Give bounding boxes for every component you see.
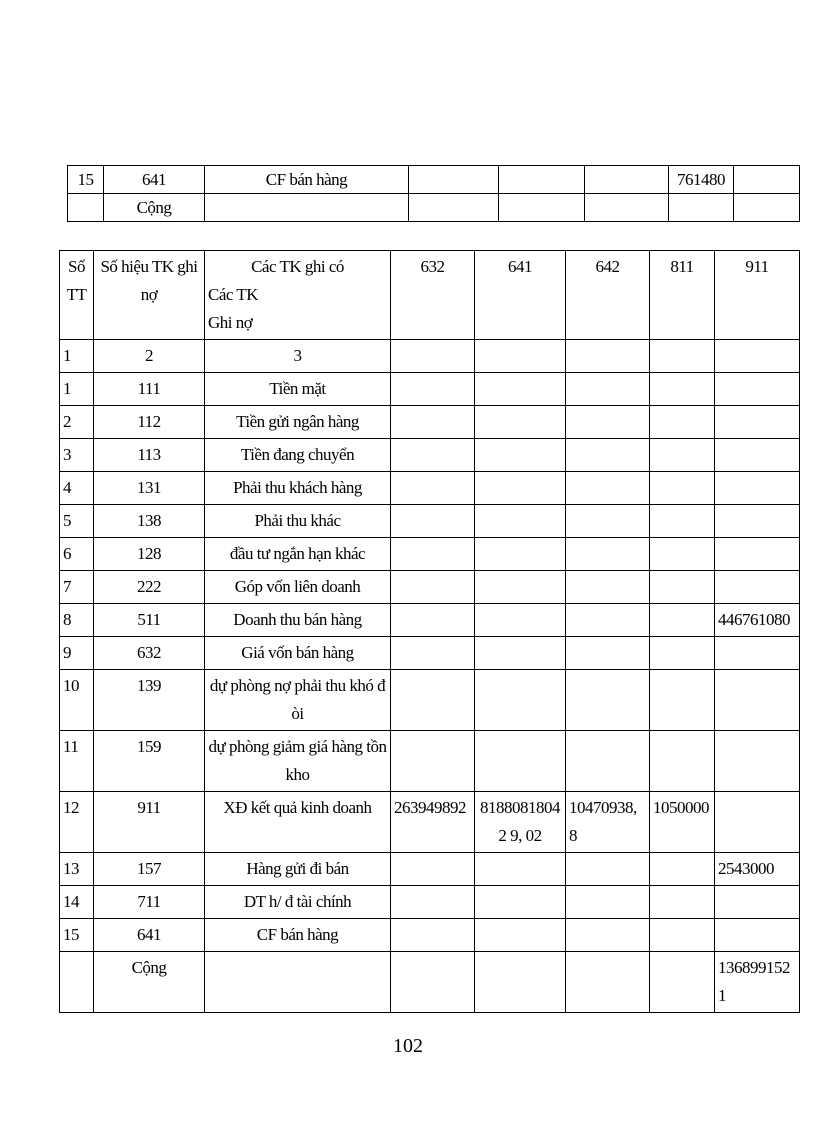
table-cell: [715, 731, 800, 792]
table-row: [68, 194, 800, 222]
table-cell: 157: [94, 853, 205, 886]
table-cell: DT h/ đ tài chính: [205, 886, 391, 919]
table-cell: đầu tư ngắn hạn khác: [205, 538, 391, 571]
table-cell: [475, 406, 566, 439]
table-cell: [650, 406, 715, 439]
table-cell: [475, 472, 566, 505]
table-cell: [391, 886, 475, 919]
table-row: [60, 373, 800, 406]
table-cell: [391, 952, 475, 1013]
table-row: [68, 166, 800, 194]
table-cell: [475, 886, 566, 919]
previous-table-fragment: [67, 165, 800, 222]
table-cell: [566, 340, 650, 373]
table-cell: [715, 792, 800, 853]
table-cell: 15: [60, 919, 94, 952]
table-row: [60, 731, 800, 792]
table-row: [60, 952, 800, 1013]
table-cell: [715, 571, 800, 604]
table-cell: 139: [94, 670, 205, 731]
header-641: 641: [475, 251, 566, 340]
table-cell: [391, 373, 475, 406]
table-cell: [650, 670, 715, 731]
table-cell: [715, 340, 800, 373]
table-cell: 131: [94, 472, 205, 505]
table-cell: [391, 731, 475, 792]
ledger-table: [59, 250, 800, 1013]
table-row: [60, 505, 800, 538]
header-cac-tk-ghi-co: Các TK ghi có: [251, 257, 344, 276]
table-cell: [650, 472, 715, 505]
table-cell: [715, 886, 800, 919]
table-cell: [409, 166, 499, 194]
table-cell: [566, 373, 650, 406]
table-cell: [566, 538, 650, 571]
table-cell: [566, 604, 650, 637]
table-cell: 12: [60, 792, 94, 853]
table-cell: 81880818042 9, 02: [475, 792, 566, 853]
table-cell: 1050000: [650, 792, 715, 853]
table-cell: Hàng gửi đi bán: [205, 853, 391, 886]
table-cell: 4: [60, 472, 94, 505]
table-cell: 112: [94, 406, 205, 439]
table-cell: [391, 505, 475, 538]
table-cell: [650, 886, 715, 919]
table-cell: [715, 670, 800, 731]
table-cell: 7: [60, 571, 94, 604]
table-cell: [391, 538, 475, 571]
table-header-row: [60, 251, 800, 340]
table-cell: [499, 166, 585, 194]
table-row: [60, 472, 800, 505]
table-row: [60, 571, 800, 604]
table-cell: [391, 340, 475, 373]
table-cell: [68, 194, 104, 222]
table-cell: 113: [94, 439, 205, 472]
table-cell: [715, 373, 800, 406]
table-cell: [650, 373, 715, 406]
table-cell: [650, 919, 715, 952]
table-cell: [475, 731, 566, 792]
table-cell: [650, 731, 715, 792]
table-cell: 128: [94, 538, 205, 571]
table-cell: CF bán hàng: [205, 919, 391, 952]
header-so-tt: Số TT: [60, 251, 94, 340]
table-cell: 711: [94, 886, 205, 919]
table-cell: 9: [60, 637, 94, 670]
table-cell: [391, 604, 475, 637]
table-cell: CF bán hàng: [205, 166, 409, 194]
table-cell: dự phòng nợ phải thu khó đòi: [205, 670, 391, 731]
table-cell: [715, 406, 800, 439]
table-cell: [669, 194, 734, 222]
table-cell: 13: [60, 853, 94, 886]
header-ghi-no: Ghi nợ: [208, 313, 253, 332]
table-row: [60, 637, 800, 670]
table-cell: [391, 472, 475, 505]
table-cell: 8: [60, 604, 94, 637]
table-cell: [650, 637, 715, 670]
table-cell: 1368991521: [715, 952, 800, 1013]
table-row: [60, 439, 800, 472]
table-cell: [475, 571, 566, 604]
table-cell: Doanh thu bán hàng: [205, 604, 391, 637]
table-cell: [391, 571, 475, 604]
table-cell: [715, 472, 800, 505]
table-row: [60, 406, 800, 439]
table-cell: 111: [94, 373, 205, 406]
table-cell: [734, 166, 800, 194]
table-cell: 10470938, 8: [566, 792, 650, 853]
table-cell: [475, 538, 566, 571]
table-cell: [566, 886, 650, 919]
header-cac-tk: Các TK: [208, 285, 259, 304]
table-cell: [650, 853, 715, 886]
table-cell: [475, 670, 566, 731]
table-cell: [391, 637, 475, 670]
table-cell: Tiền gửi ngân hàng: [205, 406, 391, 439]
table-cell: 911: [94, 792, 205, 853]
table-cell: 5: [60, 505, 94, 538]
page-number: 102: [393, 1035, 423, 1057]
table-row: [60, 538, 800, 571]
header-642: 642: [566, 251, 650, 340]
header-so-hieu: Số hiệu TK ghi nợ: [94, 251, 205, 340]
table-cell: 1: [60, 340, 94, 373]
table-cell: [715, 538, 800, 571]
table-cell: 2: [60, 406, 94, 439]
table-cell: 14: [60, 886, 94, 919]
table-cell: [566, 853, 650, 886]
table-cell: Góp vốn liên doanh: [205, 571, 391, 604]
table-cell: [566, 505, 650, 538]
table-cell: [391, 406, 475, 439]
table-cell: [475, 952, 566, 1013]
table-cell: [650, 604, 715, 637]
table-cell: [475, 340, 566, 373]
table-cell: 641: [104, 166, 205, 194]
table-row: [60, 853, 800, 886]
table-row: [60, 886, 800, 919]
table-cell: 761480: [669, 166, 734, 194]
table-cell: [475, 505, 566, 538]
table-cell: [391, 439, 475, 472]
table-cell: 159: [94, 731, 205, 792]
table-cell: 641: [94, 919, 205, 952]
table-cell: [60, 952, 94, 1013]
table-cell: 511: [94, 604, 205, 637]
table-cell: [475, 439, 566, 472]
table-cell: [475, 853, 566, 886]
table-cell: 263949892: [391, 792, 475, 853]
table-cell: [650, 439, 715, 472]
table-cell: 222: [94, 571, 205, 604]
table-cell: Cộng: [104, 194, 205, 222]
table-row: [60, 604, 800, 637]
table-cell: [475, 919, 566, 952]
table-cell: [715, 919, 800, 952]
table-cell: [391, 670, 475, 731]
table-cell: Giá vốn bán hàng: [205, 637, 391, 670]
table-cell: [409, 194, 499, 222]
table-cell: 2: [94, 340, 205, 373]
table-cell: [650, 538, 715, 571]
header-632: 632: [391, 251, 475, 340]
table-cell: [475, 637, 566, 670]
table-cell: [650, 571, 715, 604]
table-cell: [391, 853, 475, 886]
table-row: [60, 670, 800, 731]
header-811: 811: [650, 251, 715, 340]
table-cell: [205, 194, 409, 222]
table-cell: 11: [60, 731, 94, 792]
table-cell: [499, 194, 585, 222]
table-cell: [566, 472, 650, 505]
numbering-row: [60, 340, 800, 373]
table-cell: [650, 952, 715, 1013]
table-cell: [566, 571, 650, 604]
table-cell: [566, 637, 650, 670]
table-cell: [391, 919, 475, 952]
table-cell: 446761080: [715, 604, 800, 637]
table-cell: [566, 406, 650, 439]
table-cell: Cộng: [94, 952, 205, 1013]
table-cell: [566, 952, 650, 1013]
table-cell: 10: [60, 670, 94, 731]
table-cell: [585, 194, 669, 222]
table-cell: [566, 919, 650, 952]
table-cell: [650, 340, 715, 373]
table-cell: [566, 731, 650, 792]
table-cell: 6: [60, 538, 94, 571]
table-cell: [475, 604, 566, 637]
table-cell: 15: [68, 166, 104, 194]
table-cell: 3: [60, 439, 94, 472]
table-cell: Tiền đang chuyển: [205, 439, 391, 472]
table-cell: 3: [205, 340, 391, 373]
table-cell: Phải thu khác: [205, 505, 391, 538]
table-cell: Tiền mặt: [205, 373, 391, 406]
header-accounts: [205, 251, 391, 340]
table-row: [60, 792, 800, 853]
table-cell: [715, 637, 800, 670]
table-cell: 138: [94, 505, 205, 538]
table-cell: [585, 166, 669, 194]
table-row: [60, 919, 800, 952]
table-cell: [734, 194, 800, 222]
table-cell: [566, 439, 650, 472]
table-cell: 2543000: [715, 853, 800, 886]
table-cell: dự phòng giảm giá hàng tồn kho: [205, 731, 391, 792]
table-cell: [715, 505, 800, 538]
table-cell: 1: [60, 373, 94, 406]
table-cell: [205, 952, 391, 1013]
table-cell: XĐ kết quả kinh doanh: [205, 792, 391, 853]
table-cell: 632: [94, 637, 205, 670]
table-cell: [650, 505, 715, 538]
table-cell: Phải thu khách hàng: [205, 472, 391, 505]
table-cell: [566, 670, 650, 731]
table-cell: [475, 373, 566, 406]
table-cell: [715, 439, 800, 472]
header-911: 911: [715, 251, 800, 340]
